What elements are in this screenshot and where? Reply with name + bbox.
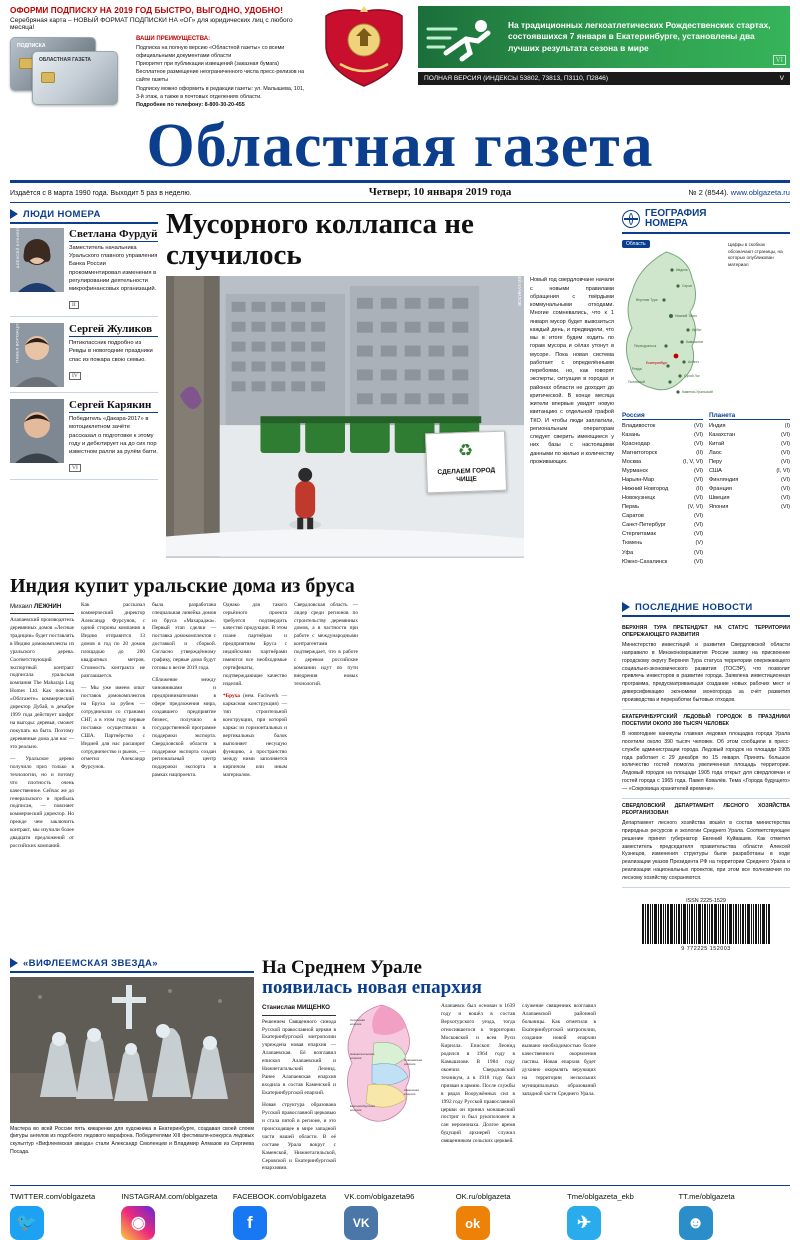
svg-text:Нижний Тагил: Нижний Тагил (675, 313, 698, 318)
social-vk[interactable] (344, 1192, 455, 1240)
footnote-term: *Бруха (223, 692, 240, 699)
geo-row: Мурманск (VI) (622, 468, 703, 475)
social-footer (10, 1185, 790, 1240)
barcode-block (622, 894, 790, 952)
bethlehem-header-label: «ВИФЛЕЕМСКАЯ ЗВЕЗДА» (23, 957, 158, 969)
geo-row: Краснодар (VI) (622, 440, 703, 447)
people-header-label: ЛЮДИ НОМЕРА (23, 208, 101, 220)
news-body: Министерство инвестиций и развития Свердловской области направило в Минэкономразвития России заявку на присвоение городскому округу Верхняя Тура статуса территории опережающего социально-экономического развития (ТОСЭР), что позволит привлечь инвесторов в развитие города. Заявлена инвестиционная программа, предусматривающая создание новых рабочих мест и диверсификацию экономики моногорода за счёт развития производства и переработки бытовых отходов. (622, 642, 790, 703)
social-name: T (567, 1192, 572, 1202)
eco-sign-text: СДЕЛАЕМ ГОРОД ЧИЩЕ (437, 467, 496, 484)
barcode-digits: 9 772225 152003 (681, 945, 731, 952)
eparchy-para: служение священник возглавил Алапаевской районной больницы. Как отметили в Екатеринбургской митрополии, создание новой епархии вызвано необходимостью более качественного окормления паствы. Новая епархия будет духовно окормлять верующих на территории нескольких муниципальных образований западной части Среднего Урала. (522, 1003, 596, 1097)
runner-icon (426, 13, 500, 61)
svg-text:епархия: епархия (350, 1022, 362, 1027)
benefit-3: Бесплатное размещение неограниченного числа пресс-релизов на сайте газеты (136, 69, 305, 84)
india-para: Алапаевский производитель деревянных домов «Лесные традиции» будет поставлять в Индию домокомплекты из уральского дерева. Соответствующий экспортный контракт подписала уральская компания The Maharaja Log Homes Ltd. Как пояснил «Облгазете» коммерческий директор Дубай, в декабре 1999 года действует шифрт на выгоды: деревья, сможет покупать на быта. Поэтому деревянные дома для нас — это реально. (10, 616, 74, 750)
map-note: Цифры в скобках обозначают страницы, на которых опубликован материал (728, 241, 783, 267)
bethlehem-star-story (10, 958, 254, 1178)
subscription-promo (10, 6, 310, 109)
social-facebook[interactable] (233, 1192, 344, 1240)
telegram-icon[interactable]: ✈ (567, 1206, 601, 1240)
person-card[interactable] (10, 320, 158, 393)
benefit-1: Подписка на полную версию «Областной газеты» со всеми официальными документами области (136, 45, 285, 60)
svg-text:епархия: епархия (350, 1056, 362, 1061)
geo-row: Владивосток (VI) (622, 422, 703, 429)
person-page-ref: II (69, 301, 79, 309)
svg-text:Полевской: Полевской (628, 379, 645, 384)
masthead-rule (10, 180, 790, 183)
promo-phone: Подробнее по телефону: 8-800-30-20-455 (136, 101, 245, 108)
eparchy-para: Алапаевск был основан в 1639 году и вошёл в состав Верхотурского уезда, тогда относившегося к территории Московской и всея Руси Кирилла. Епископ Леонид родился в 1964 году в Камышлове. В 1984 году окончил Свердловский техникум, а в 1918 году был призван в армию. После службы в рядах Вооружённых сил в 1992 году Русской православной церкви он принял монашеский постриг и был рукоположен в сан иеромонаха. Долгое время будущий архиерей служил священником сельских церквей. (441, 1003, 515, 1145)
svg-text:Камышлов: Камышлов (686, 339, 704, 344)
promo-headline: ОФОРМИ ПОДПИСКУ НА 2019 ГОД БЫСТРО, ВЫГОДНО, УДОБНО! (10, 6, 284, 15)
social-ok[interactable] (456, 1192, 567, 1240)
top-promo-bar (0, 0, 800, 113)
news-item[interactable] (622, 621, 790, 710)
geo-row: Казань (VI) (622, 431, 703, 438)
promo-address: Подписку можно оформить в редакции газеты: ул. Малышева, 101, 3-й этаж, а также в почтовых отделениях области. (136, 85, 305, 100)
geo-row: Новокузнецк (VI) (622, 495, 703, 502)
svg-text:Ирбит: Ирбит (692, 327, 702, 332)
geo-row: Москва (I, V, VI) (622, 459, 703, 466)
svg-text:Нижнетагильская: Нижнетагильская (350, 1052, 375, 1057)
ice-sculpture-photo (10, 977, 254, 1123)
india-para: Сближение между чиновниками и предпринимателями в сфере предложения мира, создавшего предприятие бизнес, получило в государственной программе поддержки экспорта. Свердловской области в поддержке экспорта создан региональный центр поддержки экспорта в рамках нацпроекта. (152, 677, 216, 779)
geo-row: Саратов (VI) (622, 513, 703, 520)
person-page-ref: IV (69, 372, 81, 380)
twitter-icon[interactable]: 🐦 (10, 1206, 44, 1240)
geo-row: Пермь (V, VI) (622, 504, 703, 511)
lead-sidebar-text: Новый год свердловчане начали с новыми правилами обращения с твёрдыми коммунальными отходами. Многие сомневались, что к 1 января мусор будет вывозиться каждый день, и предвидели, что мы в итоге будем ходить по горам мусора и сёлах утонут в мусоре. Пока новая система работает с определёнными перебоями, но, как говорят эксперты, ситуация в городах и районах области не доходит до критической. В конце месяца жители впервые увидят новую квитанцию с отдельной графой ТКО. И чтобы люди заплатили, региональным операторам следует сверить имеющиеся у них базы с настоящими данными по жилью и количеству проживающих. (530, 277, 614, 465)
eparchy-byline: Станислав МИЩЕНКО (262, 1003, 336, 1015)
social-handle: .ru/oblgazeta (466, 1192, 511, 1202)
triangle-icon (10, 209, 18, 219)
svg-text:Екатеринбургская: Екатеринбургская (350, 1104, 375, 1109)
person-page-ref: VI (69, 464, 81, 472)
geo-row: Финляндия (VI) (709, 477, 790, 484)
india-byline: Михаил ЛЕЖНИН (10, 602, 74, 614)
geo-row: Уфа (VI) (622, 549, 703, 556)
svg-text:Каменская: Каменская (404, 1088, 419, 1093)
issue-line (10, 186, 790, 198)
latest-news-label: ПОСЛЕДНИЕ НОВОСТИ (635, 601, 753, 613)
russia-list-title: Россия (622, 412, 703, 420)
india-para: — Мы уже имеем опыт поставок домокомплектов на Бруха за рубеж — сотрудничали со странами СНГ, а в этом году первые поставки осуществили в США. Партнёрство с Индией для нас расширит сотрудничество и рынок, — отметил Александр Фурсунов. (81, 685, 145, 771)
card-back-label: ОБЛАСТНАЯ ГАЗЕТА (39, 57, 92, 63)
triangle-icon (622, 602, 630, 612)
social-tamtam[interactable] (679, 1192, 790, 1240)
social-handle: .me/oblgazeta (686, 1192, 735, 1202)
avatar (10, 320, 64, 387)
barcode-bars (642, 904, 770, 944)
bethlehem-header (10, 958, 254, 973)
social-handle: .com/oblgazeta (43, 1192, 96, 1202)
footnote-text: (нем. Fachwerk — каркасная конструкция) — тип строительной конструкции, при которой каркас из горизонтальных и вертикальных балок выполняет несущую функцию, а пространство между ними заполняется кирпичом или иным материалом. (223, 692, 287, 779)
eparchy-story (262, 958, 790, 1178)
photo-credit: ПАВЕЛ ВОРОЖЦОВ (14, 320, 20, 363)
people-column (10, 209, 158, 567)
person-description: Заместитель начальника Уральского главного управления Банка России прокомментировал изменения в регулировании деятельности микрофинансовых организаций. (69, 244, 158, 292)
person-name: Сергей Карякин (69, 399, 158, 413)
geography-lists (622, 412, 790, 567)
news-headline: ЕКАТЕРИНБУРГСКИЙ ЛЕДОВЫЙ ГОРОДОК В ПРАЗДНИКИ ПОСЕТИЛИ ОКОЛО 390 ТЫСЯЧ ЧЕЛОВЕК (622, 713, 790, 728)
card-front-label: ПОДПИСКА (17, 43, 46, 49)
india-para: — Уральское дерево получило приз только в технологии, но и потому что плотность очень качественное. Сейчас же до генеральского и прибыль подписан, — поясняет коммерческий директор. Но прежде чем заключить контракт, мы изучили более двадцати предложений от российских компаний. (10, 755, 74, 850)
svg-text:Серовская: Серовская (350, 1018, 365, 1023)
geo-row: Магнитогорск (II) (622, 450, 703, 457)
geography-header-line1: ГЕОГРАФИЯ (645, 207, 707, 219)
sport-banner-page: VI (773, 55, 786, 65)
geo-row: Франция (VI) (709, 486, 790, 493)
news-headline: СВЕРДЛОВСКИЙ ДЕПАРТАМЕНТ ЛЕСНОГО ХОЗЯЙСТВА РЕОРГАНИЗОВАН (622, 802, 790, 817)
person-card[interactable] (10, 399, 158, 480)
news-headline: ВЕРХНЯЯ ТУРА ПРЕТЕНДУЕТ НА СТАТУС ТЕРРИТОРИИ ОПЕРЕЖАЮЩЕГО РАЗВИТИЯ (622, 624, 790, 639)
masthead (0, 111, 800, 180)
social-instagram[interactable] (121, 1192, 232, 1240)
social-handle: .com/oblgazeta (274, 1192, 327, 1202)
svg-text:Серов: Серов (682, 283, 692, 288)
geo-row: Нарьян-Мар (VI) (622, 477, 703, 484)
news-item[interactable] (622, 799, 790, 888)
geo-row: Тюмень (V) (622, 540, 703, 547)
latest-news (622, 602, 790, 952)
planet-list-title: Планета (709, 412, 790, 420)
odnoklassniki-icon[interactable]: ok (456, 1206, 490, 1240)
social-telegram[interactable] (567, 1192, 678, 1240)
svg-text:Сухой Лог: Сухой Лог (684, 373, 700, 378)
geo-row: Лаос (VI) (709, 450, 790, 457)
svg-text:Каменск-Уральский: Каменск-Уральский (682, 389, 713, 394)
sport-banner (418, 6, 790, 68)
geo-row: Казахстан (VI) (709, 431, 790, 438)
india-para: была разработана специальная линейка домов из бруса «Махараджа». Первый этап сделки — поставка домокомплектов с доставкой и сборкой. Согласно утверждённому графику, первые дома будут готовы к весне 2019 года. (152, 601, 216, 672)
founded-note: Издаётся с 8 марта 1990 года. Выходит 5 раз в неделю. (10, 189, 192, 197)
latest-news-header (622, 602, 790, 617)
person-name: Сергей Жуликов (69, 323, 158, 337)
photo-credit (0, 415, 1, 419)
svg-text:Верхняя Тура: Верхняя Тура (636, 297, 658, 302)
geography-header-line2: НОМЕРА (645, 218, 689, 230)
geo-row: Индия (I) (709, 422, 790, 429)
geo-row: Перу (VI) (709, 459, 790, 466)
geo-row: Швеция (VI) (709, 495, 790, 502)
svg-text:Екатеринбург: Екатеринбург (646, 360, 668, 365)
lead-headline: Мусорного коллапса не случилось (166, 207, 474, 271)
svg-text:Асбест: Асбест (688, 359, 699, 364)
person-name: Светлана Фурдуй (69, 227, 158, 240)
india-story (0, 602, 800, 952)
tamtam-icon[interactable]: ☻ (679, 1206, 713, 1240)
social-name: INSTAGRAM (121, 1192, 167, 1202)
photo-credit: АЛЕКСЕЙ КУНИЛОВ (15, 224, 21, 269)
eparchy-title-line2: появилась новая епархия (262, 977, 482, 999)
svg-text:Ревда: Ревда (632, 366, 642, 371)
svg-text:епархия: епархия (404, 1062, 416, 1067)
social-handle: me/oblgazeta_ekb (571, 1192, 634, 1202)
svg-text:епархия: епархия (404, 1092, 416, 1097)
svg-text:Алапаевская: Алапаевская (404, 1058, 423, 1063)
people-section-header (10, 209, 158, 224)
benefit-2: Приоритет при публикации извещений (заказная бумага) (136, 61, 279, 68)
svg-text:Первоуральск: Первоуральск (634, 343, 657, 348)
map-badge: Область (622, 240, 650, 248)
website-link[interactable]: www.oblgazeta.ru (730, 187, 790, 197)
social-handle: .com/oblgazeta (166, 1192, 218, 1202)
vk-icon[interactable]: VK (344, 1206, 378, 1240)
person-description: Пятиклассник подробно из Ревды в новогодние праздники спас из пожара свою семью. (69, 340, 153, 363)
avatar (10, 224, 64, 292)
geography-column (622, 209, 790, 567)
person-description: Победитель «Дакара-2017» в мотоциклетном зачёте рассказал о подготовке к этому году и дебютирует на до сих пор известном ралли за рулём багги. (69, 416, 158, 456)
india-para: Как рассказал коммерческий директор Александр Фурсунов, с одной стороны компания в Индию отправится 13 домов в год по 20 домов площадью до 200 квадратных метров. Стоимость контракта не разглашается. (81, 601, 145, 680)
issue-date: Четверг, 10 января 2019 года (368, 185, 512, 198)
social-name: TWITTER (10, 1192, 44, 1202)
benefits-title: ВАШИ ПРЕИМУЩЕСТВА: (136, 36, 211, 42)
facebook-icon[interactable]: f (233, 1206, 267, 1240)
indexes-page: V (779, 75, 784, 82)
indexes-text: ПОЛНАЯ ВЕРСИЯ (ИНДЕКСЫ 53802, 73813, П3110, П2846) (424, 75, 609, 82)
geo-row: Южно-Сахалинск (VI) (622, 558, 703, 565)
social-name: TT (678, 1192, 687, 1202)
geo-row: Санкт-Петербург (VI) (622, 522, 703, 529)
svg-text:епархия: епархия (350, 1108, 362, 1113)
eparchy-headline (262, 958, 790, 1000)
eparchy-para: Новая структура образована Русской православной церковью и стала пятой в регионе, и это происходящее в мире западной части нашей области. В её составе Урала вокруг с Каменской, Нижнетагильской, Серовской и Екатеринбургской епархиями. (262, 1101, 336, 1172)
sport-banner-text: На традиционных легкоатлетических Рождественских стартах, состоявшихся 7 января в Екатеринбурге, установлены два лучших результата сезона в мире (508, 19, 771, 53)
region-map (622, 238, 790, 410)
eco-sign (425, 431, 507, 494)
news-body: В новогодние каникулы главная ледовая площадка города Урала посетили около 390 тысяч человек. Об этом сообщили в пресс-службе администрации города. Ледовый городок на площади 1905 года работает с 29 декабря по 15 января. Принять большое количество гостей помогла увеличенная площадь территории. Ледовый городок на площади 1905 года открыт для свердловчан и гостей города с 1965 года. Павел Ковалёв. Тема «Города будущего» — «Сокровища хранителей времени». (622, 731, 790, 792)
geo-row: Нижний Новгород (II) (622, 486, 703, 493)
issn-text: ISSN 2225-1529 (686, 897, 726, 904)
svg-text:Ивдель: Ивдель (676, 267, 688, 272)
promo-subline: Серебряная карта – НОВЫЙ ФОРМАТ ПОДПИСКИ НА «ОГ» для юридических лиц с любого месяца! (10, 17, 293, 31)
subscription-card-art (10, 35, 130, 107)
issue-number: № 2 (8544). (688, 187, 729, 197)
main-content (0, 203, 800, 567)
geography-header (622, 209, 790, 234)
geo-row: Китай (VI) (709, 440, 790, 447)
regional-coat-of-arms (316, 6, 412, 90)
newspaper-title: Областная газета (146, 111, 654, 180)
social-twitter[interactable] (10, 1192, 121, 1240)
news-body: Департамент лесного хозяйства вошёл в состав министерства природных ресурсов и экологии Среднего Урала. Соответствующее решение принял губернатор Евгений Куйвашев. Как отметил заместитель председателя правительства области Алексей Кузнецов, изменения структуры были разработаны в ходе реализации указов Президента РФ на территории Среднего Урала и реализации национальных проектов, при этом все полномочия по лесному хозяйству сохраняются. (622, 820, 790, 881)
social-handle: .com/oblgazeta96 (354, 1192, 415, 1202)
bottom-section (0, 952, 800, 1178)
social-name: VK (344, 1192, 355, 1202)
india-para: Однако для такого серьёзного проекта требуется подтвердить качество продукции. В этом плане партнёрам и предприятиям Бруса с индийскими партнёрами имеются все необходимые сертификаты, подтверждающие качество изделий. (223, 601, 287, 687)
social-name: FACEBOOK (232, 1192, 275, 1202)
geo-row: США (I, VI) (709, 468, 790, 475)
lead-photo (166, 261, 524, 558)
geo-row: Япония (VI) (709, 504, 790, 511)
eparchy-title-line1: На Среднем Урале (262, 956, 422, 978)
globe-icon (622, 210, 640, 228)
lead-story (166, 209, 614, 567)
person-card[interactable] (10, 224, 158, 317)
avatar (10, 399, 64, 463)
full-version-indexes (418, 72, 790, 85)
russia-list (622, 412, 703, 567)
eparchy-para: Решением Священного синода Русской православной церкви в Екатеринбургской митрополии учреждена новая епархия — Алапаевская. Её возглавил епископ Алапаевский и Нижнетагильский Леонид. Ранее Алапаевская епархия входила в состав Каменской и Екатеринбургской епархий. (262, 1018, 336, 1097)
eparchy-map (348, 1003, 434, 1119)
lead-photo-credit: АЛЕКСЕЙ КУНИЛОВ (517, 261, 522, 307)
news-item[interactable] (622, 710, 790, 799)
india-para: Свердловская область — лидер среди регионов по строительству деревянных домов, а в частности при работе с международными контрагентами подтверждает, что в работе с деревом российские компании идут по пути внедрения новых технологий. (294, 601, 358, 687)
bethlehem-caption: Мастера во всей России пять кикаренки для художника в Екатеринбурге, создавая своей слоем фигуры ангелов из подобного ледового марафона. Победителями XIII фестиваля-конкурса ледовых скульптур «Вифлеемская звезда» стали Александр Смоленцев и Владимир Алмазов из Сергиева Посада. (10, 1125, 254, 1155)
triangle-icon (10, 958, 18, 968)
geo-row: Стерлитамак (VI) (622, 531, 703, 538)
recycle-icon: ♻ (457, 441, 474, 461)
india-headline: Индия купит уральские дома из бруса (10, 574, 355, 597)
planet-list (709, 412, 790, 567)
social-name: OK (455, 1192, 467, 1202)
instagram-icon[interactable]: ◉ (121, 1206, 155, 1240)
